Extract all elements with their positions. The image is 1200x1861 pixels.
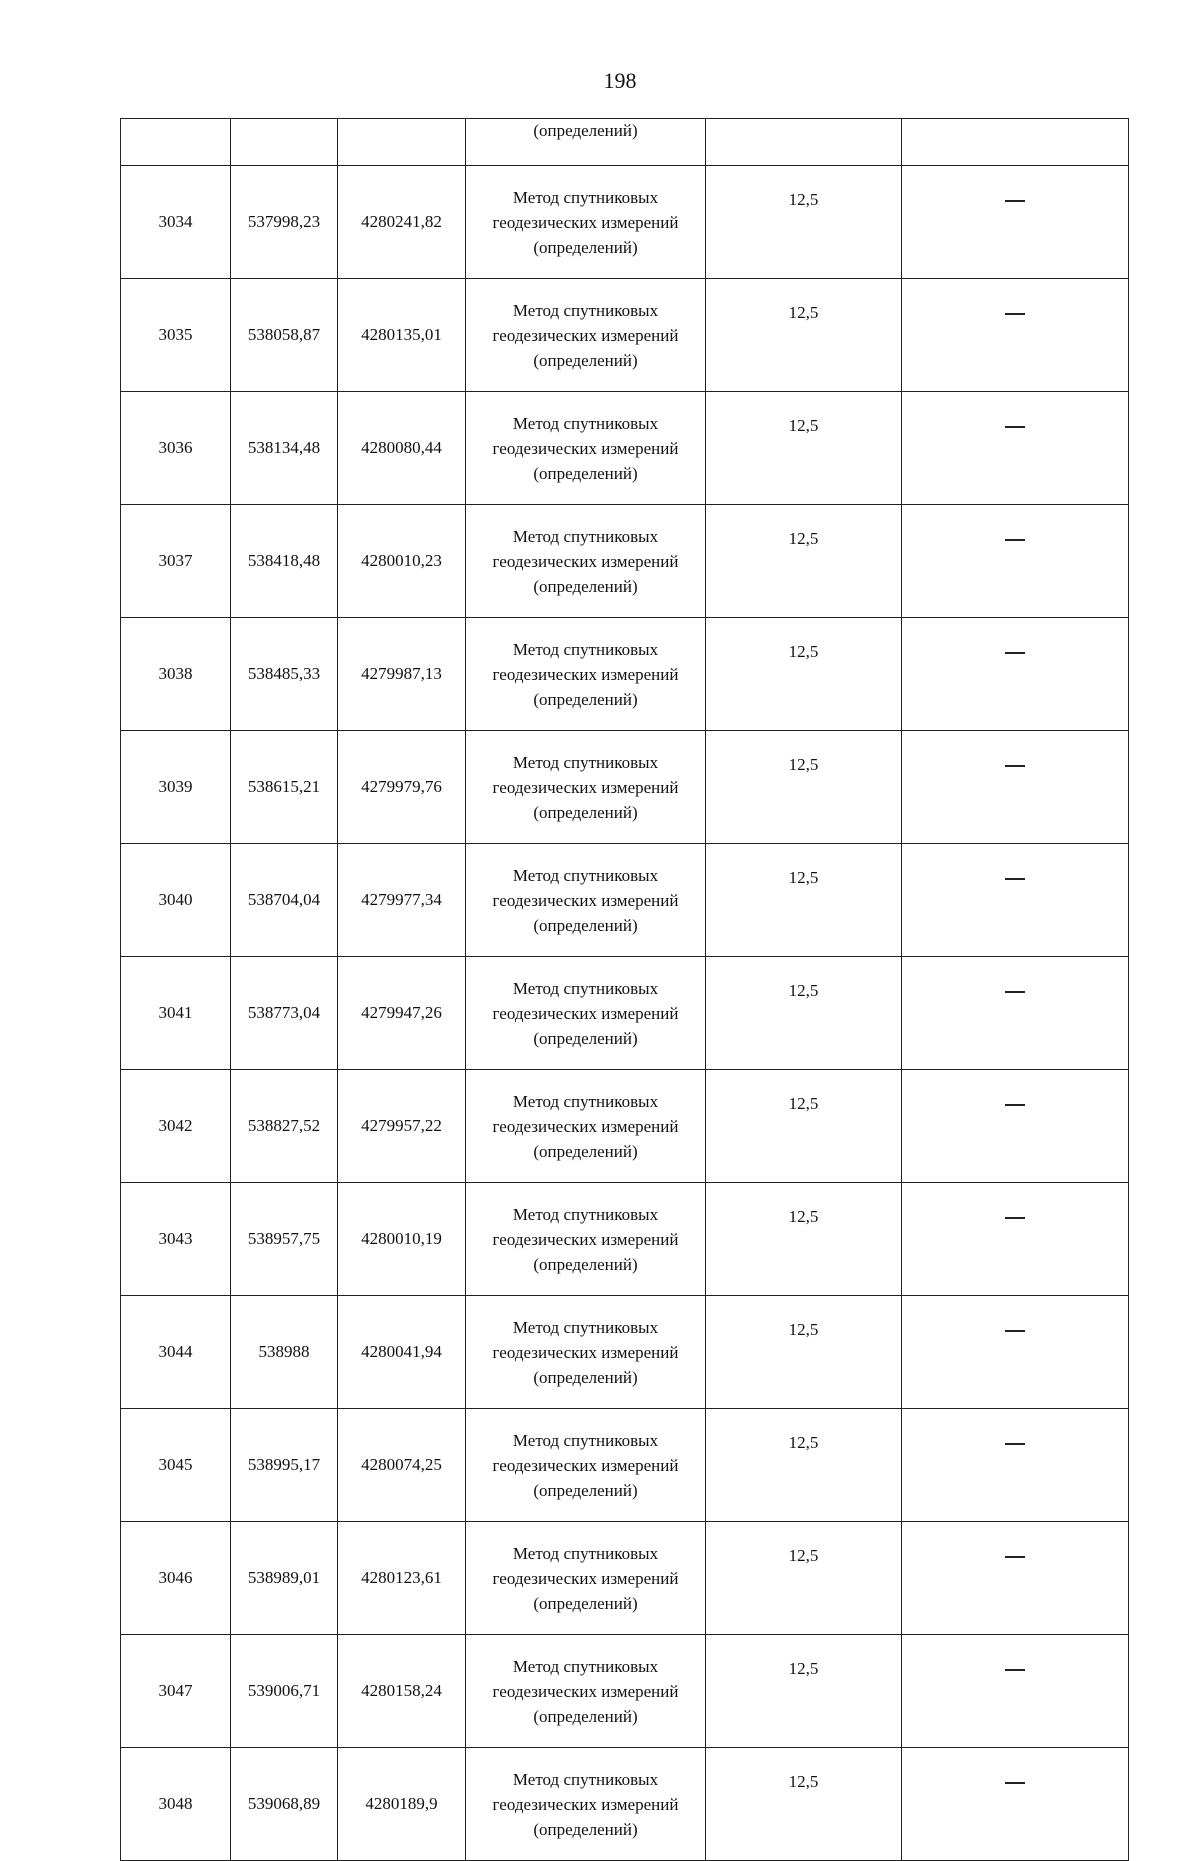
note-dash bbox=[1005, 1669, 1025, 1671]
method-line: Метод спутниковых bbox=[512, 978, 659, 998]
table-row bbox=[121, 1070, 1129, 1183]
note-cell bbox=[902, 1409, 1129, 1522]
method-line: Метод спутниковых bbox=[512, 1769, 659, 1789]
method-line: геодезических измерений bbox=[492, 890, 679, 910]
table-row bbox=[121, 957, 1129, 1070]
method-cell bbox=[466, 844, 706, 957]
method-line: (определений) bbox=[533, 1367, 638, 1387]
method-line: (определений) bbox=[533, 1028, 638, 1048]
method-line: (определений) bbox=[533, 237, 638, 257]
note-cell bbox=[902, 392, 1129, 505]
table-row bbox=[121, 1296, 1129, 1409]
point-id-cell: 3035 bbox=[121, 279, 231, 392]
accuracy-cell: 12,5 bbox=[706, 1522, 902, 1635]
method-line: Метод спутниковых bbox=[512, 752, 659, 772]
y-coordinate-cell: 4279979,76 bbox=[338, 731, 466, 844]
method-line: (определений) bbox=[533, 915, 638, 935]
point-id-cell: 3048 bbox=[121, 1748, 231, 1861]
note-cell bbox=[902, 1522, 1129, 1635]
table-row bbox=[121, 1635, 1129, 1748]
y-coordinate-cell: 4280241,82 bbox=[338, 166, 466, 279]
method-cell bbox=[466, 1183, 706, 1296]
note-dash bbox=[1005, 200, 1025, 202]
method-cell bbox=[466, 618, 706, 731]
method-line: Метод спутниковых bbox=[512, 1204, 659, 1224]
note-dash bbox=[1005, 313, 1025, 315]
method-line: геодезических измерений bbox=[492, 325, 679, 345]
method-line: геодезических измерений bbox=[492, 1568, 679, 1588]
method-line: геодезических измерений bbox=[492, 1229, 679, 1249]
note-dash bbox=[1005, 1556, 1025, 1558]
method-line: Метод спутниковых bbox=[512, 1656, 659, 1676]
x-coordinate-cell: 538485,33 bbox=[231, 618, 338, 731]
accuracy-cell: 12,5 bbox=[706, 618, 902, 731]
y-coordinate-cell: 4280010,19 bbox=[338, 1183, 466, 1296]
point-id-cell: 3044 bbox=[121, 1296, 231, 1409]
continuation-method-cell: (определений) bbox=[466, 119, 706, 166]
note-dash bbox=[1005, 878, 1025, 880]
method-line: (определений) bbox=[533, 463, 638, 483]
table-row bbox=[121, 844, 1129, 957]
method-line: Метод спутниковых bbox=[512, 413, 659, 433]
continuation-row bbox=[121, 119, 1129, 166]
y-coordinate-cell: 4279947,26 bbox=[338, 957, 466, 1070]
point-id-cell: 3041 bbox=[121, 957, 231, 1070]
point-id-cell: 3045 bbox=[121, 1409, 231, 1522]
accuracy-cell: 12,5 bbox=[706, 731, 902, 844]
accuracy-cell: 12,5 bbox=[706, 166, 902, 279]
x-coordinate-cell: 538773,04 bbox=[231, 957, 338, 1070]
y-coordinate-cell: 4280041,94 bbox=[338, 1296, 466, 1409]
method-cell bbox=[466, 1409, 706, 1522]
table-row bbox=[121, 392, 1129, 505]
note-cell bbox=[902, 1748, 1129, 1861]
method-line: (определений) bbox=[533, 1480, 638, 1500]
coordinates-table-wrapper bbox=[120, 118, 1128, 1861]
table-row bbox=[121, 1409, 1129, 1522]
x-coordinate-cell: 538995,17 bbox=[231, 1409, 338, 1522]
method-line: (определений) bbox=[533, 576, 638, 596]
note-dash bbox=[1005, 426, 1025, 428]
point-id-cell: 3040 bbox=[121, 844, 231, 957]
accuracy-cell: 12,5 bbox=[706, 505, 902, 618]
note-cell bbox=[902, 1296, 1129, 1409]
accuracy-cell: 12,5 bbox=[706, 1296, 902, 1409]
note-cell bbox=[902, 1070, 1129, 1183]
x-coordinate-cell: 537998,23 bbox=[231, 166, 338, 279]
note-cell bbox=[902, 957, 1129, 1070]
method-line: (определений) bbox=[533, 1593, 638, 1613]
note-cell bbox=[902, 279, 1129, 392]
y-coordinate-cell: 4280010,23 bbox=[338, 505, 466, 618]
method-line: геодезических измерений bbox=[492, 1455, 679, 1475]
method-line: геодезических измерений bbox=[492, 1003, 679, 1023]
continuation-cell-accuracy bbox=[706, 119, 902, 166]
accuracy-cell: 12,5 bbox=[706, 957, 902, 1070]
y-coordinate-cell: 4280123,61 bbox=[338, 1522, 466, 1635]
continuation-cell-note bbox=[902, 119, 1129, 166]
accuracy-cell: 12,5 bbox=[706, 1183, 902, 1296]
x-coordinate-cell: 538615,21 bbox=[231, 731, 338, 844]
method-line: (определений) bbox=[533, 1706, 638, 1726]
method-line: Метод спутниковых bbox=[512, 526, 659, 546]
y-coordinate-cell: 4280189,9 bbox=[338, 1748, 466, 1861]
point-id-cell: 3046 bbox=[121, 1522, 231, 1635]
point-id-cell: 3047 bbox=[121, 1635, 231, 1748]
method-line: геодезических измерений bbox=[492, 1794, 679, 1814]
table-row bbox=[121, 618, 1129, 731]
x-coordinate-cell: 538957,75 bbox=[231, 1183, 338, 1296]
method-line: (определений) bbox=[533, 1254, 638, 1274]
method-line: (определений) bbox=[533, 350, 638, 370]
note-dash bbox=[1005, 539, 1025, 541]
method-cell bbox=[466, 957, 706, 1070]
accuracy-cell: 12,5 bbox=[706, 279, 902, 392]
method-line: (определений) bbox=[533, 1819, 638, 1839]
table-row bbox=[121, 279, 1129, 392]
table-row bbox=[121, 1522, 1129, 1635]
coordinates-table bbox=[120, 118, 1129, 1861]
method-line: Метод спутниковых bbox=[512, 1317, 659, 1337]
y-coordinate-cell: 4279977,34 bbox=[338, 844, 466, 957]
x-coordinate-cell: 539068,89 bbox=[231, 1748, 338, 1861]
method-cell bbox=[466, 1522, 706, 1635]
method-cell bbox=[466, 1070, 706, 1183]
note-dash bbox=[1005, 1443, 1025, 1445]
note-cell bbox=[902, 505, 1129, 618]
accuracy-cell: 12,5 bbox=[706, 392, 902, 505]
note-dash bbox=[1005, 1330, 1025, 1332]
method-cell bbox=[466, 731, 706, 844]
point-id-cell: 3043 bbox=[121, 1183, 231, 1296]
continuation-cell-x bbox=[231, 119, 338, 166]
continuation-cell-y bbox=[338, 119, 466, 166]
y-coordinate-cell: 4280074,25 bbox=[338, 1409, 466, 1522]
x-coordinate-cell: 538989,01 bbox=[231, 1522, 338, 1635]
method-line: геодезических измерений bbox=[492, 551, 679, 571]
method-cell bbox=[466, 392, 706, 505]
accuracy-cell: 12,5 bbox=[706, 1070, 902, 1183]
method-line: Метод спутниковых bbox=[512, 865, 659, 885]
method-line: Метод спутниковых bbox=[512, 1091, 659, 1111]
method-line: Метод спутниковых bbox=[512, 639, 659, 659]
method-line: геодезических измерений bbox=[492, 664, 679, 684]
x-coordinate-cell: 538827,52 bbox=[231, 1070, 338, 1183]
method-cell bbox=[466, 505, 706, 618]
method-cell bbox=[466, 1748, 706, 1861]
table-row bbox=[121, 731, 1129, 844]
x-coordinate-cell: 538988 bbox=[231, 1296, 338, 1409]
x-coordinate-cell: 538704,04 bbox=[231, 844, 338, 957]
y-coordinate-cell: 4280135,01 bbox=[338, 279, 466, 392]
note-dash bbox=[1005, 1217, 1025, 1219]
method-line: (определений) bbox=[533, 802, 638, 822]
method-line: геодезических измерений bbox=[492, 212, 679, 232]
note-cell bbox=[902, 731, 1129, 844]
x-coordinate-cell: 538418,48 bbox=[231, 505, 338, 618]
method-line: Метод спутниковых bbox=[512, 187, 659, 207]
method-line: геодезических измерений bbox=[492, 1681, 679, 1701]
continuation-cell-id bbox=[121, 119, 231, 166]
accuracy-cell: 12,5 bbox=[706, 1635, 902, 1748]
table-row bbox=[121, 1183, 1129, 1296]
note-cell bbox=[902, 844, 1129, 957]
point-id-cell: 3039 bbox=[121, 731, 231, 844]
accuracy-cell: 12,5 bbox=[706, 1748, 902, 1861]
note-dash bbox=[1005, 652, 1025, 654]
method-line: геодезических измерений bbox=[492, 1116, 679, 1136]
accuracy-cell: 12,5 bbox=[706, 844, 902, 957]
y-coordinate-cell: 4280158,24 bbox=[338, 1635, 466, 1748]
note-dash bbox=[1005, 765, 1025, 767]
y-coordinate-cell: 4280080,44 bbox=[338, 392, 466, 505]
method-cell bbox=[466, 1296, 706, 1409]
table-row bbox=[121, 1748, 1129, 1861]
method-cell bbox=[466, 1635, 706, 1748]
note-cell bbox=[902, 618, 1129, 731]
method-line: (определений) bbox=[533, 1141, 638, 1161]
point-id-cell: 3036 bbox=[121, 392, 231, 505]
method-line: геодезических измерений bbox=[492, 777, 679, 797]
table-row bbox=[121, 505, 1129, 618]
method-cell bbox=[466, 279, 706, 392]
method-cell bbox=[466, 166, 706, 279]
y-coordinate-cell: 4279987,13 bbox=[338, 618, 466, 731]
point-id-cell: 3037 bbox=[121, 505, 231, 618]
table-row bbox=[121, 166, 1129, 279]
point-id-cell: 3042 bbox=[121, 1070, 231, 1183]
method-line: Метод спутниковых bbox=[512, 300, 659, 320]
point-id-cell: 3038 bbox=[121, 618, 231, 731]
x-coordinate-cell: 539006,71 bbox=[231, 1635, 338, 1748]
x-coordinate-cell: 538134,48 bbox=[231, 392, 338, 505]
method-line: Метод спутниковых bbox=[512, 1543, 659, 1563]
note-cell bbox=[902, 166, 1129, 279]
note-dash bbox=[1005, 1104, 1025, 1106]
y-coordinate-cell: 4279957,22 bbox=[338, 1070, 466, 1183]
x-coordinate-cell: 538058,87 bbox=[231, 279, 338, 392]
method-line: (определений) bbox=[533, 689, 638, 709]
note-cell bbox=[902, 1183, 1129, 1296]
method-line: Метод спутниковых bbox=[512, 1430, 659, 1450]
method-line: геодезических измерений bbox=[492, 1342, 679, 1362]
table-body bbox=[121, 119, 1129, 1861]
note-cell bbox=[902, 1635, 1129, 1748]
note-dash bbox=[1005, 1782, 1025, 1784]
accuracy-cell: 12,5 bbox=[706, 1409, 902, 1522]
note-dash bbox=[1005, 991, 1025, 993]
point-id-cell: 3034 bbox=[121, 166, 231, 279]
method-line: геодезических измерений bbox=[492, 438, 679, 458]
page-number: 198 bbox=[603, 68, 637, 93]
